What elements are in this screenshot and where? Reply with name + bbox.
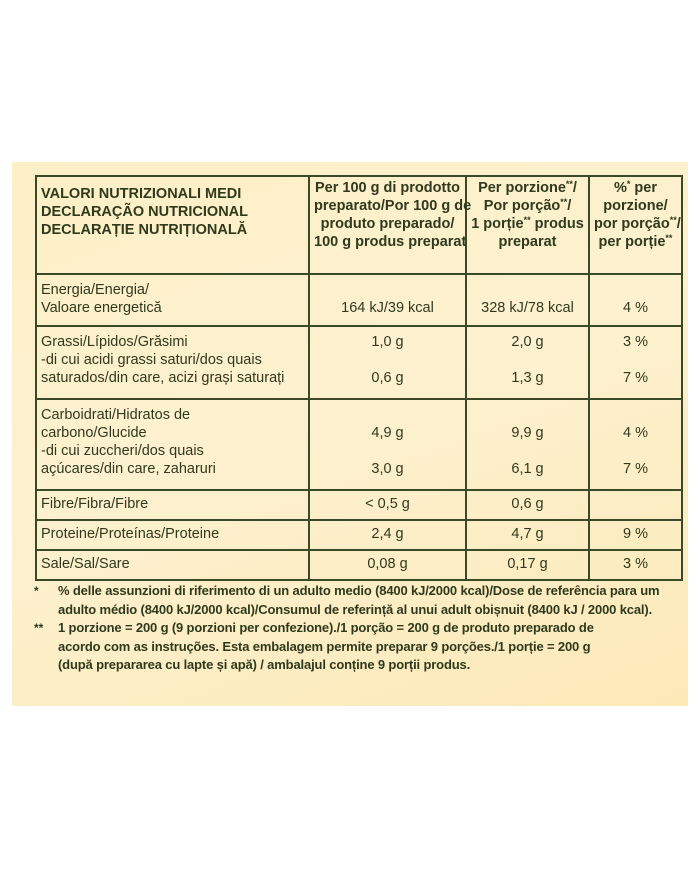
value-percent: 9 % (589, 520, 682, 550)
header-percent-per-portion: %* per porzione/ por porção**/ per porție** (589, 176, 682, 274)
value-per-portion: 4,7 g (466, 520, 589, 550)
value-per-100g: 0,08 g (309, 550, 466, 580)
value-per-100g: 164 kJ/39 kcal (309, 274, 466, 326)
footnote-reference-intake: * % delle assunzioni di riferimento di un adulto medio (8400 kJ/2000 kcal)/Dose de referência para um adulto médio (8400 kJ/2000 kcal)/Consumul de referință al unui adult obișnuit (8400 kJ / 2000 kcal). (34, 583, 660, 617)
value-per-100g: 4,9 g 3,0 g (309, 399, 466, 490)
row-label: Proteine/Proteínas/Proteine (36, 520, 309, 550)
value-per-100g: < 0,5 g (309, 490, 466, 520)
table-row (36, 326, 682, 399)
value-per-100g: 2,4 g (309, 520, 466, 550)
table-row (36, 550, 682, 580)
value-percent: 4 % (589, 274, 682, 326)
value-percent (589, 490, 682, 520)
table-row (36, 399, 682, 490)
footnote-marker: * (34, 584, 39, 598)
value-percent: 3 % (589, 550, 682, 580)
header-per-100g: Per 100 g di prodotto preparato/Por 100 g de produto preparado/ 100 g produs preparat (309, 176, 466, 274)
row-label: Energia/Energia/ Valoare energetică (36, 274, 309, 326)
table-header-row (36, 176, 682, 274)
table-row (36, 520, 682, 550)
nutrition-table (35, 175, 683, 581)
footnote-portion-size: ** 1 porzione = 200 g (9 porzioni per confezione)./1 porção = 200 g de produto preparado de acordo com as instruções. Esta embalagem permite preparar 9 porções./1 porție = 200 g (după prepararea cu lapte și apă) / ambalajul conține 9 porții produs. (34, 620, 594, 672)
value-per-portion: 0,6 g (466, 490, 589, 520)
value-per-portion: 0,17 g (466, 550, 589, 580)
header-nutrition-declaration: VALORI NUTRIZIONALI MEDI DECLARAÇÃO NUTRICIONAL DECLARAȚIE NUTRIȚIONALĂ (36, 176, 309, 274)
row-label: Fibre/Fibra/Fibre (36, 490, 309, 520)
row-label: Grassi/Lípidos/Grăsimi -di cui acidi grassi saturi/dos quais saturados/din care, acizi grași saturați (36, 326, 309, 399)
value-percent: 3 % 7 % (589, 326, 682, 399)
table-row (36, 490, 682, 520)
row-label: Sale/Sal/Sare (36, 550, 309, 580)
value-per-100g: 1,0 g 0,6 g (309, 326, 466, 399)
row-label: Carboidrati/Hidratos de carbono/Glucide -di cui zuccheri/dos quais açúcares/din care, zaharuri (36, 399, 309, 490)
value-per-portion: 2,0 g 1,3 g (466, 326, 589, 399)
value-percent: 4 % 7 % (589, 399, 682, 490)
header-per-portion: Per porzione**/ Por porção**/ 1 porție** produs preparat (466, 176, 589, 274)
footnote-marker: ** (34, 621, 44, 635)
footnotes (34, 582, 684, 675)
nutrition-panel (12, 162, 688, 706)
table-row (36, 274, 682, 326)
value-per-portion: 328 kJ/78 kcal (466, 274, 589, 326)
value-per-portion: 9,9 g 6,1 g (466, 399, 589, 490)
